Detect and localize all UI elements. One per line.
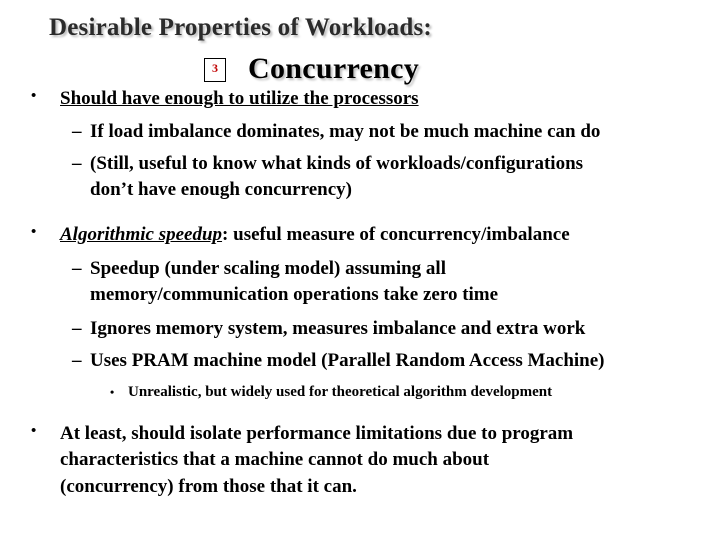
dash-marker: –	[72, 318, 82, 339]
slide-subtitle: Concurrency	[248, 52, 420, 85]
bullet-1-sub-2-line-1: (Still, useful to know what kinds of workloads/configurations	[90, 153, 584, 174]
bullet-marker: •	[31, 224, 37, 240]
bullet-1-text: Should have enough to utilize the processors	[60, 88, 419, 109]
algorithmic-speedup-term: Algorithmic speedup	[60, 224, 223, 245]
bullet-2-sub-1-line-2: memory/communication operations take zero time	[90, 284, 499, 305]
bullet-marker: •	[31, 423, 37, 439]
dash-marker: –	[72, 153, 82, 174]
bullet-2-rest: : useful measure of concurrency/imbalance	[222, 224, 570, 245]
bullet-3-line-2: characteristics that a machine cannot do much about	[60, 449, 490, 470]
dash-marker: –	[72, 258, 82, 279]
slide-title: Desirable Properties of Workloads:	[49, 14, 432, 41]
bullet-2-sub-1-line-1: Speedup (under scaling model) assuming all	[90, 258, 446, 279]
bullet-marker-small: •	[110, 385, 115, 399]
bullet-3-line-3: (concurrency) from those that it can.	[60, 476, 357, 497]
bullet-3-line-1: At least, should isolate performance limitations due to program	[60, 423, 574, 444]
dash-marker: –	[72, 350, 82, 371]
bullet-marker: •	[31, 88, 37, 104]
bullet-2-sub-2: Ignores memory system, measures imbalance and extra work	[90, 318, 586, 339]
bullet-2-subsub-1: Unrealistic, but widely used for theoretical algorithm development	[128, 384, 553, 400]
dash-marker: –	[72, 121, 82, 142]
bullet-2-text	[60, 224, 570, 246]
slide-number-badge: 3	[204, 58, 226, 82]
bullet-1-sub-2-line-2: don’t have enough concurrency)	[90, 179, 352, 200]
bullet-2-sub-3: Uses PRAM machine model (Parallel Random Access Machine)	[90, 350, 605, 371]
bullet-1-sub-1: If load imbalance dominates, may not be much machine can do	[90, 121, 601, 142]
